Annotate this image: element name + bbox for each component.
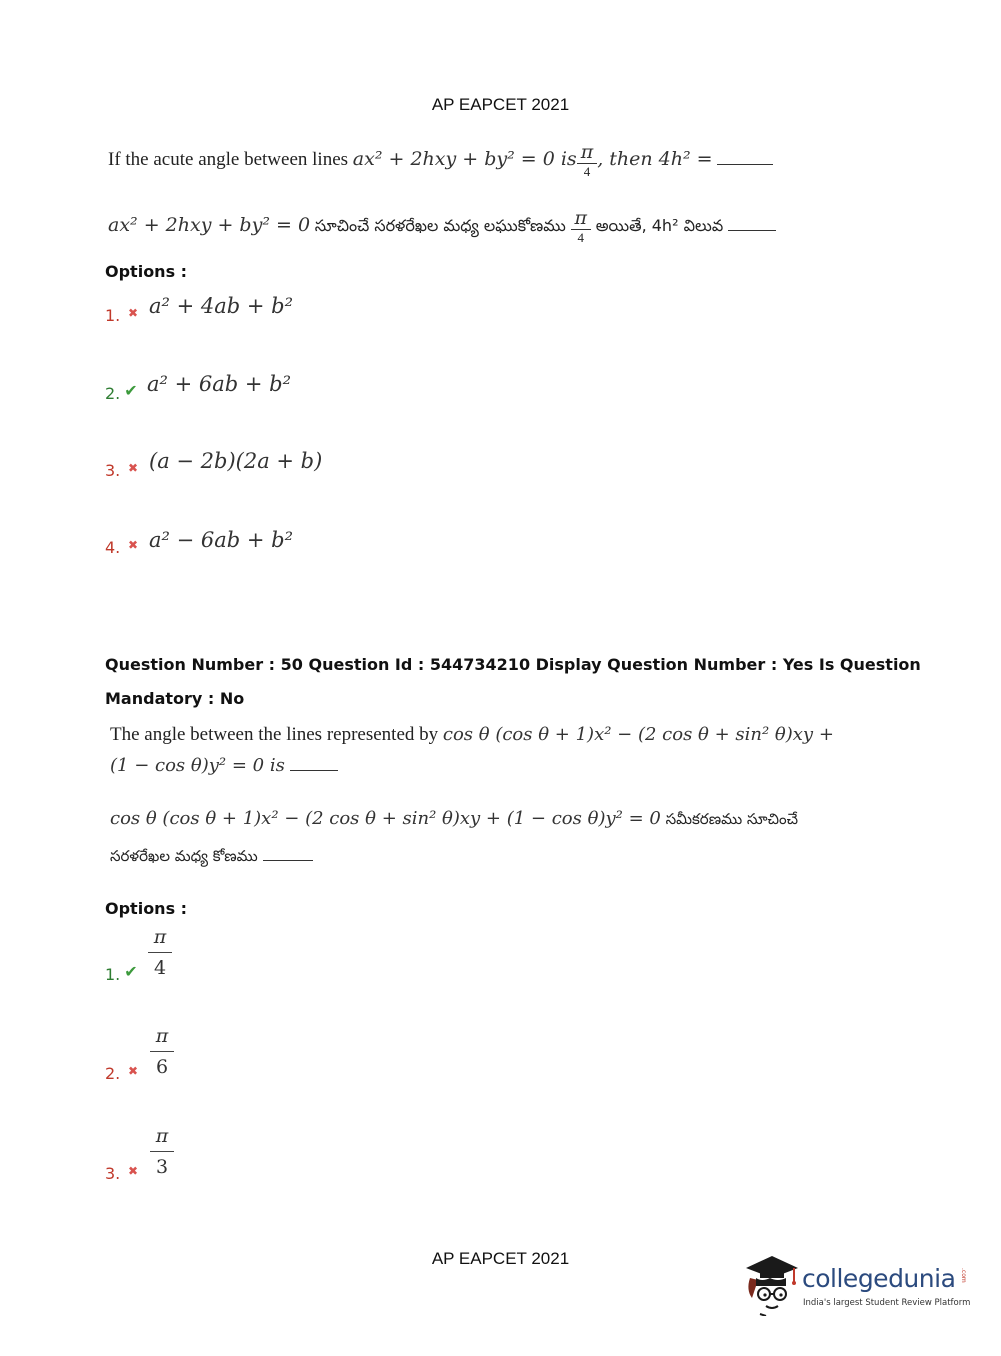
q50-telugu-text1: సమీకరణము సూచించే	[665, 810, 798, 828]
answer-blank	[290, 770, 338, 771]
q50-options-label: Options :	[105, 899, 188, 918]
q50-english-prefix: The angle between the lines represented by	[110, 724, 439, 745]
logo-tagline: India's largest Student Review Platform	[803, 1298, 971, 1308]
q50-english-expr2: (1 − cos θ)y² = 0 is	[110, 755, 285, 776]
wrong-mark-icon: ✖	[127, 461, 139, 475]
q49-telugu-equation: ax² + 2hxy + by² = 0	[108, 213, 311, 236]
answer-blank	[728, 230, 776, 231]
option-number: 1.	[105, 306, 121, 325]
q49-telugu-text2: అయితే, 4h² విలువ	[595, 215, 724, 235]
logo-wordmark: collegedunia	[802, 1264, 956, 1293]
q50-meta-line2: Mandatory : No	[105, 689, 245, 708]
logo-dotcom: .com	[960, 1268, 967, 1283]
option-expression: a² − 6ab + b²	[149, 528, 294, 552]
q49-english-fraction: $\frac{\pi}{4}$	[579, 143, 596, 178]
q49-telugu-text1: సూచించే సరళరేఖల మధ్య లఘుకోణము	[314, 215, 566, 235]
wrong-mark-icon: ✖	[127, 538, 139, 552]
option-expression: a² + 6ab + b²	[147, 372, 292, 396]
q50-meta-line1: Question Number : 50 Question Id : 544734210 Display Question Number : Yes Is Question	[105, 655, 921, 674]
check-mark-icon: ✔	[124, 383, 138, 400]
wrong-mark-icon: ✖	[127, 306, 139, 320]
q49-english-equation: ax² + 2hxy + by² = 0 is	[352, 147, 577, 170]
option-fraction: π 3	[149, 1125, 175, 1178]
option-fraction: π 4	[147, 926, 173, 979]
q49-options-label: Options :	[105, 262, 188, 281]
option-number: 3.	[105, 1164, 121, 1183]
answer-blank	[717, 164, 773, 165]
option-expression: (a − 2b)(2a + b)	[149, 449, 323, 473]
q49-english-suffix: , then 4h² =	[597, 147, 713, 170]
q50-option-2	[105, 1025, 225, 1085]
check-mark-icon: ✔	[124, 964, 138, 981]
option-number: 4.	[105, 538, 121, 557]
wrong-mark-icon: ✖	[127, 1064, 139, 1078]
q49-english-prefix: If the acute angle between lines	[108, 148, 349, 170]
q49-telugu-line	[108, 209, 776, 244]
option-number: 2.	[105, 384, 121, 403]
option-fraction: π 6	[149, 1025, 175, 1078]
collegedunia-logo	[742, 1250, 972, 1316]
option-number: 1.	[105, 965, 121, 984]
wrong-mark-icon: ✖	[127, 1164, 139, 1178]
q50-english-line2	[110, 755, 338, 777]
q49-telugu-fraction: $\frac{\pi}{4}$	[573, 209, 590, 244]
q50-english-expr1: cos θ (cos θ + 1)x² − (2 cos θ + sin² θ)xy +	[442, 724, 834, 745]
q50-english-line1	[110, 724, 834, 746]
page-footer: AP EAPCET 2021	[431, 1249, 570, 1268]
q49-english-line	[108, 143, 773, 178]
page-header: AP EAPCET 2021	[431, 95, 570, 114]
q50-telugu-line2	[110, 845, 313, 869]
option-expression: a² + 4ab + b²	[149, 294, 294, 318]
q50-option-1	[105, 926, 225, 986]
q50-telugu-text2: సరళరేఖల మధ్య కోణము	[110, 847, 258, 865]
answer-blank	[263, 860, 313, 861]
q50-telugu-line1	[110, 808, 798, 832]
q50-option-3	[105, 1125, 225, 1185]
option-number: 3.	[105, 461, 121, 480]
q50-telugu-expr: cos θ (cos θ + 1)x² − (2 cos θ + sin² θ)xy + (1 − cos θ)y² = 0	[110, 808, 661, 829]
option-number: 2.	[105, 1064, 121, 1083]
mascot-icon	[742, 1250, 802, 1316]
